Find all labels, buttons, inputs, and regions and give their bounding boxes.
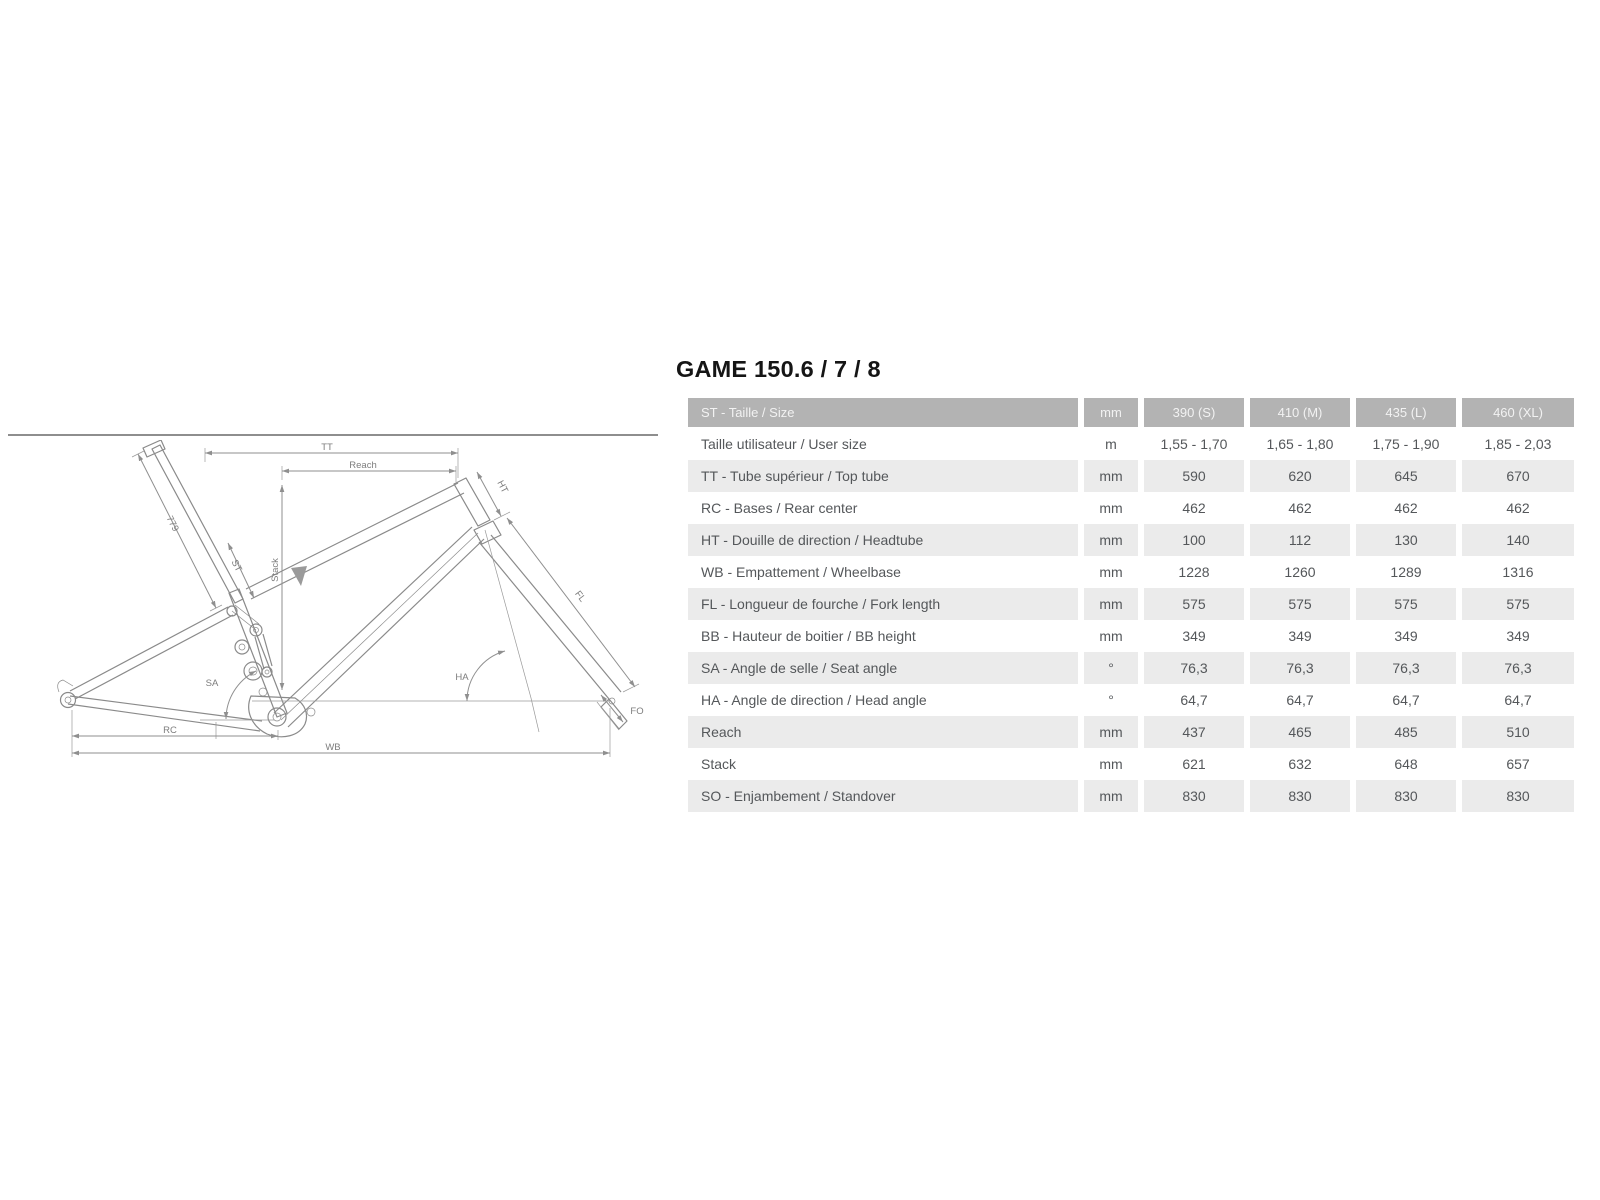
row-value: 645 (1356, 460, 1456, 492)
row-value: 465 (1250, 716, 1350, 748)
row-value: 1,55 - 1,70 (1144, 428, 1244, 460)
dim-label-fl: FL (572, 588, 588, 605)
table-row (688, 620, 1574, 652)
row-unit: ° (1084, 684, 1138, 716)
frame-drawing (58, 440, 627, 737)
row-unit: mm (1084, 492, 1138, 524)
row-label: Taille utilisateur / User size (688, 428, 1078, 460)
table-row (688, 460, 1574, 492)
row-value: 64,7 (1144, 684, 1244, 716)
row-value: 620 (1250, 460, 1350, 492)
header-size-l: 435 (L) (1356, 398, 1456, 427)
row-value: 1316 (1462, 556, 1574, 588)
table-row (688, 780, 1574, 812)
dim-label-rc: RC (163, 725, 177, 736)
row-label: TT - Tube supérieur / Top tube (688, 460, 1078, 492)
row-unit: m (1084, 428, 1138, 460)
row-value: 1260 (1250, 556, 1350, 588)
row-value: 575 (1462, 588, 1574, 620)
geometry-table (688, 398, 1574, 812)
row-value: 485 (1356, 716, 1456, 748)
horizontal-divider (8, 434, 658, 436)
row-value: 621 (1144, 748, 1244, 780)
row-value: 648 (1356, 748, 1456, 780)
row-value: 830 (1356, 780, 1456, 812)
table-header-row (688, 398, 1574, 427)
table-row (688, 748, 1574, 780)
row-unit: mm (1084, 524, 1138, 556)
row-value: 510 (1462, 716, 1574, 748)
row-label: WB - Empattement / Wheelbase (688, 556, 1078, 588)
row-label: BB - Hauteur de boitier / BB height (688, 620, 1078, 652)
dim-label-stack: Stack (270, 558, 281, 582)
row-unit: mm (1084, 588, 1138, 620)
row-value: 437 (1144, 716, 1244, 748)
row-value: 76,3 (1356, 652, 1456, 684)
row-value: 112 (1250, 524, 1350, 556)
row-value: 575 (1144, 588, 1244, 620)
table-row (688, 588, 1574, 620)
row-value: 64,7 (1250, 684, 1350, 716)
row-value: 830 (1250, 780, 1350, 812)
row-unit: mm (1084, 748, 1138, 780)
row-value: 1289 (1356, 556, 1456, 588)
row-value: 349 (1356, 620, 1456, 652)
row-unit: mm (1084, 556, 1138, 588)
row-value: 349 (1462, 620, 1574, 652)
dimension-lines (72, 442, 644, 757)
row-value: 575 (1250, 588, 1350, 620)
row-value: 590 (1144, 460, 1244, 492)
page-title: GAME 150.6 / 7 / 8 (676, 356, 881, 382)
dim-label-st: ST (228, 557, 244, 574)
row-value: 349 (1144, 620, 1244, 652)
row-unit: mm (1084, 780, 1138, 812)
row-value: 462 (1250, 492, 1350, 524)
row-value: 670 (1462, 460, 1574, 492)
table-row (688, 428, 1574, 460)
row-unit: mm (1084, 620, 1138, 652)
row-value: 76,3 (1250, 652, 1350, 684)
table-row (688, 492, 1574, 524)
row-unit: mm (1084, 716, 1138, 748)
row-value: 462 (1462, 492, 1574, 524)
table-row (688, 524, 1574, 556)
row-value: 130 (1356, 524, 1456, 556)
header-unit: mm (1084, 398, 1138, 427)
dim-label-tt: TT (321, 442, 333, 453)
table-row (688, 716, 1574, 748)
row-label: HA - Angle de direction / Head angle (688, 684, 1078, 716)
row-value: 76,3 (1144, 652, 1244, 684)
dim-label-wb: WB (325, 742, 341, 753)
bike-geometry-diagram (15, 440, 660, 770)
dim-label-fo: FO (630, 706, 644, 717)
row-value: 657 (1462, 748, 1574, 780)
table-row (688, 556, 1574, 588)
header-size-xl: 460 (XL) (1462, 398, 1574, 427)
row-value: 1228 (1144, 556, 1244, 588)
row-value: 1,85 - 2,03 (1462, 428, 1574, 460)
row-label: Stack (688, 748, 1078, 780)
table-row (688, 684, 1574, 716)
header-size-s: 390 (S) (1144, 398, 1244, 427)
dim-label-ht: HT (494, 478, 511, 496)
header-size-label: ST - Taille / Size (688, 398, 1078, 427)
header-size-m: 410 (M) (1250, 398, 1350, 427)
row-unit: ° (1084, 652, 1138, 684)
row-value: 462 (1144, 492, 1244, 524)
row-value: 1,75 - 1,90 (1356, 428, 1456, 460)
table-row (688, 652, 1574, 684)
row-label: Reach (688, 716, 1078, 748)
row-value: 575 (1356, 588, 1456, 620)
row-value: 462 (1356, 492, 1456, 524)
dim-label-ha: HA (455, 672, 469, 683)
row-value: 632 (1250, 748, 1350, 780)
row-label: SA - Angle de selle / Seat angle (688, 652, 1078, 684)
row-value: 349 (1250, 620, 1350, 652)
table-body (688, 428, 1574, 812)
dim-label-st-long: 779 (163, 514, 181, 534)
row-value: 830 (1144, 780, 1244, 812)
dim-label-sa: SA (205, 678, 219, 689)
row-label: SO - Enjambement / Standover (688, 780, 1078, 812)
row-value: 140 (1462, 524, 1574, 556)
row-unit: mm (1084, 460, 1138, 492)
row-label: RC - Bases / Rear center (688, 492, 1078, 524)
dim-label-reach: Reach (349, 460, 377, 471)
row-value: 76,3 (1462, 652, 1574, 684)
row-value: 100 (1144, 524, 1244, 556)
row-value: 830 (1462, 780, 1574, 812)
row-value: 64,7 (1462, 684, 1574, 716)
row-label: HT - Douille de direction / Headtube (688, 524, 1078, 556)
row-label: FL - Longueur de fourche / Fork length (688, 588, 1078, 620)
row-value: 1,65 - 1,80 (1250, 428, 1350, 460)
row-value: 64,7 (1356, 684, 1456, 716)
